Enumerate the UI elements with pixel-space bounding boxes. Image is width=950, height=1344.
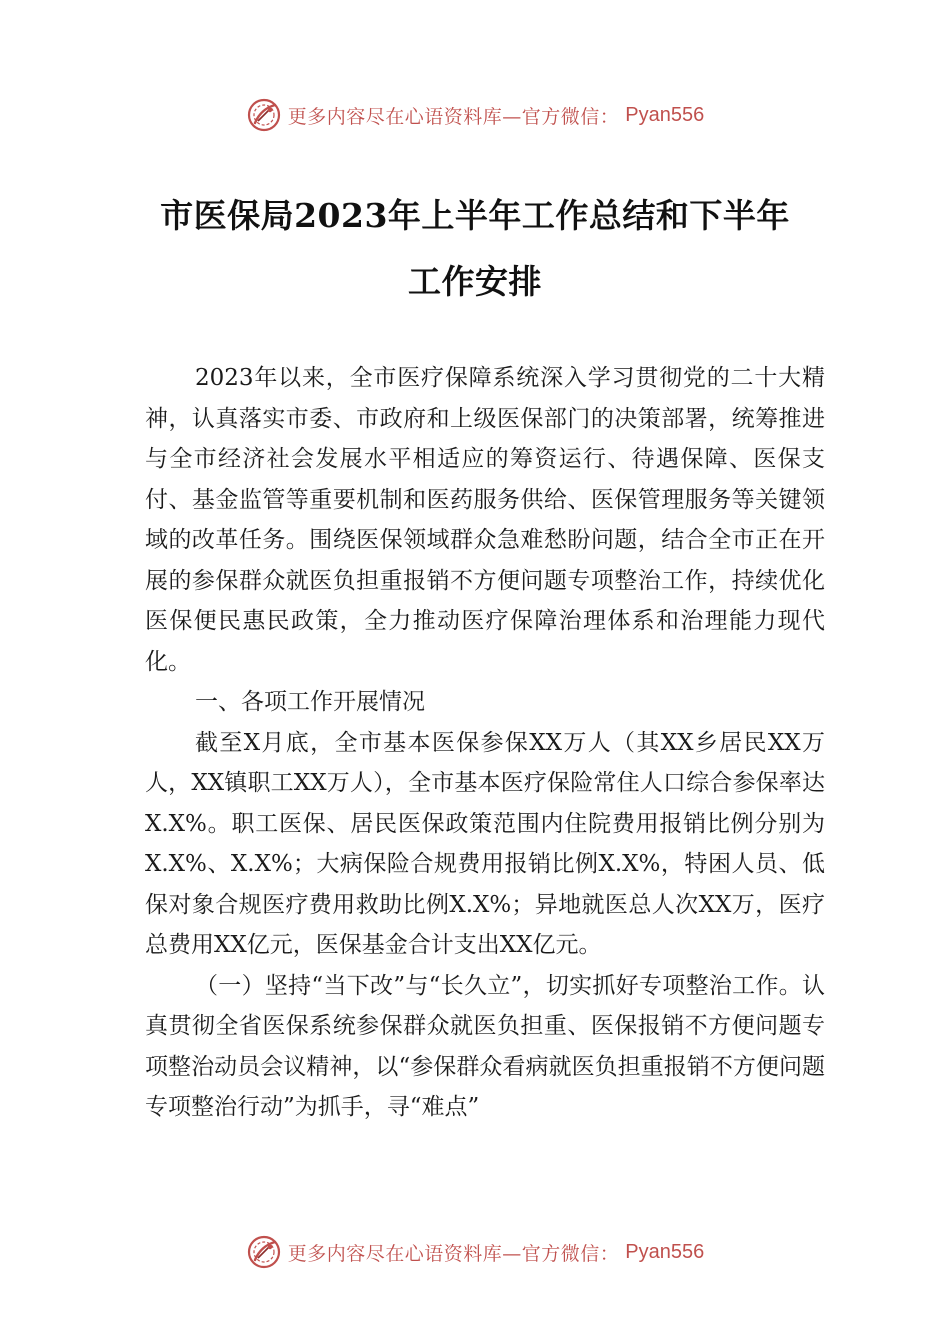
intro-paragraph: 2023年以来，全市医疗保障系统深入学习贯彻党的二十大精神，认真落实市委、市政府和上级医保部门的决策部署，统筹推进与全市经济社会发展水平相适应的筹资运行、待遇保障、医保支付、基金监管等重要机制和医药服务供给、医保管理服务等关键领域的改革任务。围绕医保领域群众急难愁盼问题，结合全市正在开展的参保群众就医负担重报销不方便问题专项整治工作，持续优化医保便民惠民政策，全力推动医疗保障治理体系和治理能力现代化。 [145, 365, 825, 675]
statistics-paragraph: 截至X月底，全市基本医保参保XX万人（其XX乡居民XX万人，XX镇职工XX万人），全市基本医疗保险常住人口综合参保率达X.X%。职工医保、居民医保政策范围内住院费用报销比例分别为X.X%、X.X%；大病保险合规费用报销比例X.X%，特困人员、低保对象合规医疗费用救助比例X.X%；异地就医总人次XX万，医疗总费用XX亿元，医保基金合计支出XX亿元。 [145, 729, 825, 958]
document-title-line-2: 工作安排 [408, 262, 542, 301]
document-body [145, 358, 825, 1128]
section-heading: 一、各项工作开展情况 [195, 689, 425, 715]
document-title-line-1: 市医保局2023年上半年工作总结和下半年 [160, 196, 790, 235]
header-banner-text: 更多内容尽在心语资料库—官方微信： [287, 105, 620, 128]
brand-logo-icon [246, 1234, 282, 1270]
brand-logo-icon [246, 97, 282, 133]
footer-banner [0, 1232, 950, 1272]
footer-wechat-id: Pyan556 [625, 1240, 705, 1263]
header-wechat-id: Pyan556 [625, 103, 705, 126]
header-banner [0, 95, 950, 135]
subsection-paragraph: （一）坚持“当下改”与“长久立”，切实抓好专项整治工作。认真贯彻全省医保系统参保群众就医负担重、医保报销不方便问题专项整治动员会议精神，以“参保群众看病就医负担重报销不方便问题专项整治行动”为抓手，寻“难点” [145, 972, 825, 1120]
footer-banner-text: 更多内容尽在心语资料库—官方微信： [287, 1242, 620, 1265]
